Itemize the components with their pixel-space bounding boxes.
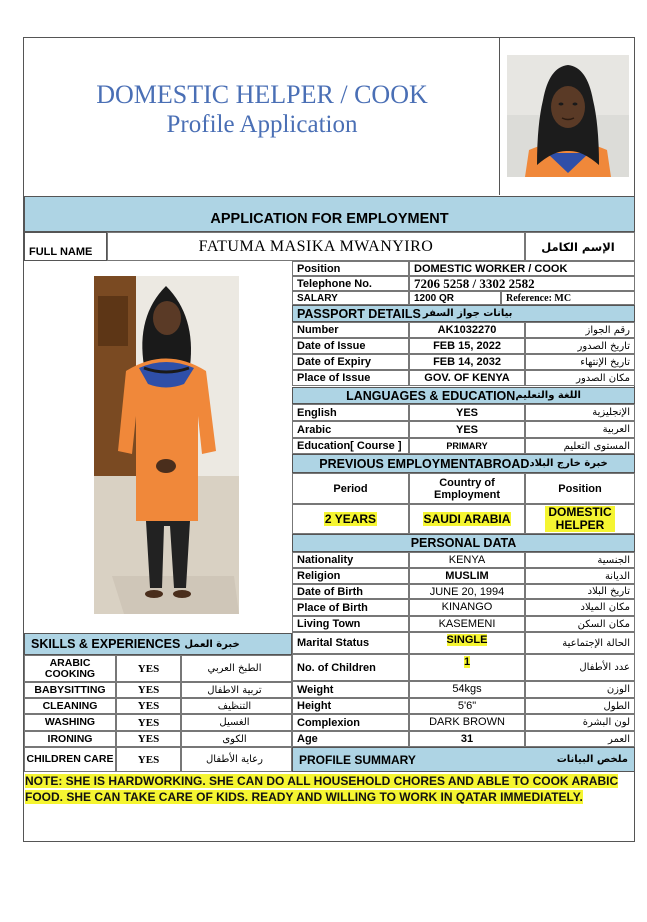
skills-section-title: SKILLS & EXPERIENCES	[31, 637, 181, 651]
skill-row-label: BABYSITTING	[24, 682, 116, 698]
skill-row-label: CLEANING	[24, 698, 116, 714]
skill-row-label-ar: الغسيل	[181, 714, 292, 731]
skills-section-header	[24, 633, 292, 655]
personal-row-value	[409, 681, 525, 698]
personal-row-label: Marital Status	[292, 632, 409, 654]
passport-section-title-ar: بيانات جواز السفر	[422, 308, 513, 319]
personal-row-value-text: 5'6"	[457, 700, 477, 712]
personal-row-label: Place of Birth	[292, 599, 409, 616]
personal-row-value	[409, 654, 525, 681]
employment-header-country: Country of Employment	[409, 473, 525, 504]
personal-row-value-text: JUNE 20, 1994	[429, 586, 505, 598]
passport-row-value: AK1032270	[409, 322, 525, 338]
personal-row-label: Height	[292, 698, 409, 714]
skill-row-label-ar: الطبخ العربي	[181, 655, 292, 682]
personal-row-value-text: 31	[460, 733, 474, 745]
application-title: APPLICATION FOR EMPLOYMENT	[210, 211, 449, 227]
employment-period-value: 2 YEARS	[324, 512, 377, 526]
skill-row-label: ARABIC COOKING	[24, 655, 116, 682]
personal-section-header	[292, 534, 635, 552]
skill-row-value: YES	[116, 655, 181, 682]
full-name-value: FATUMA MASIKA MWANYIRO	[107, 232, 525, 261]
employment-country-cell	[409, 504, 525, 534]
reference-value: Reference: MC	[501, 291, 635, 305]
personal-row-label-ar: مكان الميلاد	[525, 599, 635, 616]
personal-row-value	[409, 599, 525, 616]
employment-section-title: PREVIOUS EMPLOYMENTABROAD	[319, 456, 530, 471]
skill-row-label-ar: التنظيف	[181, 698, 292, 714]
passport-row-label: Date of Expiry	[292, 354, 409, 370]
passport-row-label: Date of Issue	[292, 338, 409, 354]
personal-row-label: Date of Birth	[292, 584, 409, 599]
passport-row-value: FEB 14, 2032	[409, 354, 525, 370]
skill-row-label-ar: الكوى	[181, 731, 292, 747]
passport-row-label-ar: مكان الصدور	[525, 370, 635, 386]
language-row-label: Arabic	[292, 421, 409, 438]
profile-summary-title-ar: ملخص البيانات	[556, 754, 628, 765]
personal-row-value-text: MUSLIM	[445, 570, 489, 582]
personal-row-label: Religion	[292, 568, 409, 584]
skill-row-value: YES	[116, 682, 181, 698]
passport-section-title: PASSPORT DETAILS	[297, 306, 421, 321]
passport-section-header	[292, 305, 635, 322]
personal-row-label-ar: لون البشرة	[525, 714, 635, 731]
language-row-value: YES	[409, 421, 525, 438]
personal-row-label-ar: الطول	[525, 698, 635, 714]
personal-row-value	[409, 552, 525, 568]
personal-row-value-text: SINGLE	[446, 634, 488, 646]
personal-row-value	[409, 568, 525, 584]
skills-section-title-ar: خبرة العمل	[184, 638, 240, 650]
languages-section-title: LANGUAGES & EDUCATION	[346, 388, 516, 403]
personal-row-value	[409, 731, 525, 747]
personal-row-label-ar: الحالة الإجتماعية	[525, 632, 635, 654]
language-row-label-ar: المستوى التعليم	[525, 438, 635, 454]
skill-row-label: IRONING	[24, 731, 116, 747]
personal-row-label-ar: تاريخ البلاد	[525, 584, 635, 599]
passport-row-label-ar: تاريخ الصدور	[525, 338, 635, 354]
document-subtitle: Profile Application	[166, 111, 358, 138]
language-row-label-ar: الإنجليزية	[525, 404, 635, 421]
telephone-value: 7206 5258 / 3302 2582	[409, 276, 635, 291]
language-row-label-ar: العربية	[525, 421, 635, 438]
skill-row-value: YES	[116, 714, 181, 731]
personal-row-value	[409, 584, 525, 599]
employment-section-title-ar: خبرة خارج البلاد	[529, 458, 608, 469]
note-text-block	[25, 773, 633, 805]
personal-row-label: Nationality	[292, 552, 409, 568]
skill-row-value: YES	[116, 731, 181, 747]
personal-row-value	[409, 632, 525, 654]
salary-value: 1200 QR	[409, 291, 501, 305]
language-row-label: Education[ Course ]	[292, 438, 409, 454]
personal-row-label-ar: عدد الأطفال	[525, 654, 635, 681]
employment-section-header	[292, 454, 635, 473]
personal-row-value	[409, 714, 525, 731]
languages-section-title-ar: اللغة والتعليم	[515, 390, 581, 401]
passport-row-value: GOV. OF KENYA	[409, 370, 525, 386]
personal-row-label-ar: العمر	[525, 731, 635, 747]
employment-position-value: DOMESTIC HELPER	[545, 506, 615, 532]
passport-row-label-ar: رقم الجواز	[525, 322, 635, 338]
language-row-value: YES	[409, 404, 525, 421]
languages-section-header	[292, 387, 635, 404]
note-text: NOTE: SHE IS HARDWORKING. SHE CAN DO ALL HOUSEHOLD CHORES AND ABLE TO COOK ARABIC FOOD. SHE CAN TAKE CARE OF KIDS. READY AND WILLING TO WORK IN QATAR IMMEDIATELY.	[25, 774, 619, 804]
personal-row-label: No. of Children	[292, 654, 409, 681]
salary-label: SALARY	[292, 291, 409, 305]
skill-row-label: WASHING	[24, 714, 116, 731]
language-row-label: English	[292, 404, 409, 421]
personal-row-value-text: KENYA	[448, 554, 486, 566]
passport-photo	[507, 55, 629, 177]
personal-row-label-ar: الوزن	[525, 681, 635, 698]
passport-row-value: FEB 15, 2022	[409, 338, 525, 354]
personal-row-label: Weight	[292, 681, 409, 698]
document-title: DOMESTIC HELPER / COOK	[96, 80, 428, 109]
employment-position-cell	[525, 504, 635, 534]
employment-header-period: Period	[292, 473, 409, 504]
profile-summary-title: PROFILE SUMMARY	[299, 752, 416, 767]
title-box	[24, 38, 500, 195]
full-name-label: FULL NAME	[24, 232, 107, 261]
personal-row-label: Complexion	[292, 714, 409, 731]
personal-row-value-text: 1	[463, 656, 471, 668]
personal-row-value-text: DARK BROWN	[429, 716, 505, 728]
employment-header-position: Position	[525, 473, 635, 504]
personal-row-label: Age	[292, 731, 409, 747]
personal-row-value-text: KINANGO	[441, 601, 493, 613]
employment-period-cell	[292, 504, 409, 534]
personal-row-label-ar: مكان السكن	[525, 616, 635, 632]
skill-row-label: CHILDREN CARE	[24, 747, 116, 772]
skill-row-value: YES	[116, 747, 181, 772]
passport-row-label: Number	[292, 322, 409, 338]
profile-summary-header	[292, 747, 635, 772]
passport-row-label: Place of Issue	[292, 370, 409, 386]
skill-row-label-ar: تربية الاطفال	[181, 682, 292, 698]
skill-row-label-ar: رعاية الأطفال	[181, 747, 292, 772]
language-row-value: PRIMARY	[409, 438, 525, 454]
personal-row-value-text: 54kgs	[452, 683, 482, 695]
skill-row-value: YES	[116, 698, 181, 714]
full-name-label-ar: الإسم الكامل	[525, 232, 635, 261]
personal-row-label: Living Town	[292, 616, 409, 632]
employment-country-value: SAUDI ARABIA	[423, 512, 511, 526]
personal-row-label-ar: الديانة	[525, 568, 635, 584]
personal-row-value-text: KASEMENI	[438, 618, 496, 630]
personal-row-value	[409, 698, 525, 714]
personal-row-value	[409, 616, 525, 632]
personal-section-title: PERSONAL DATA	[410, 536, 517, 550]
full-body-photo	[94, 276, 239, 614]
telephone-label: Telephone No.	[292, 276, 409, 291]
position-value: DOMESTIC WORKER / COOK	[409, 261, 635, 276]
personal-row-label-ar: الجنسية	[525, 552, 635, 568]
passport-row-label-ar: تاريخ الإنتهاء	[525, 354, 635, 370]
position-label: Position	[292, 261, 409, 276]
